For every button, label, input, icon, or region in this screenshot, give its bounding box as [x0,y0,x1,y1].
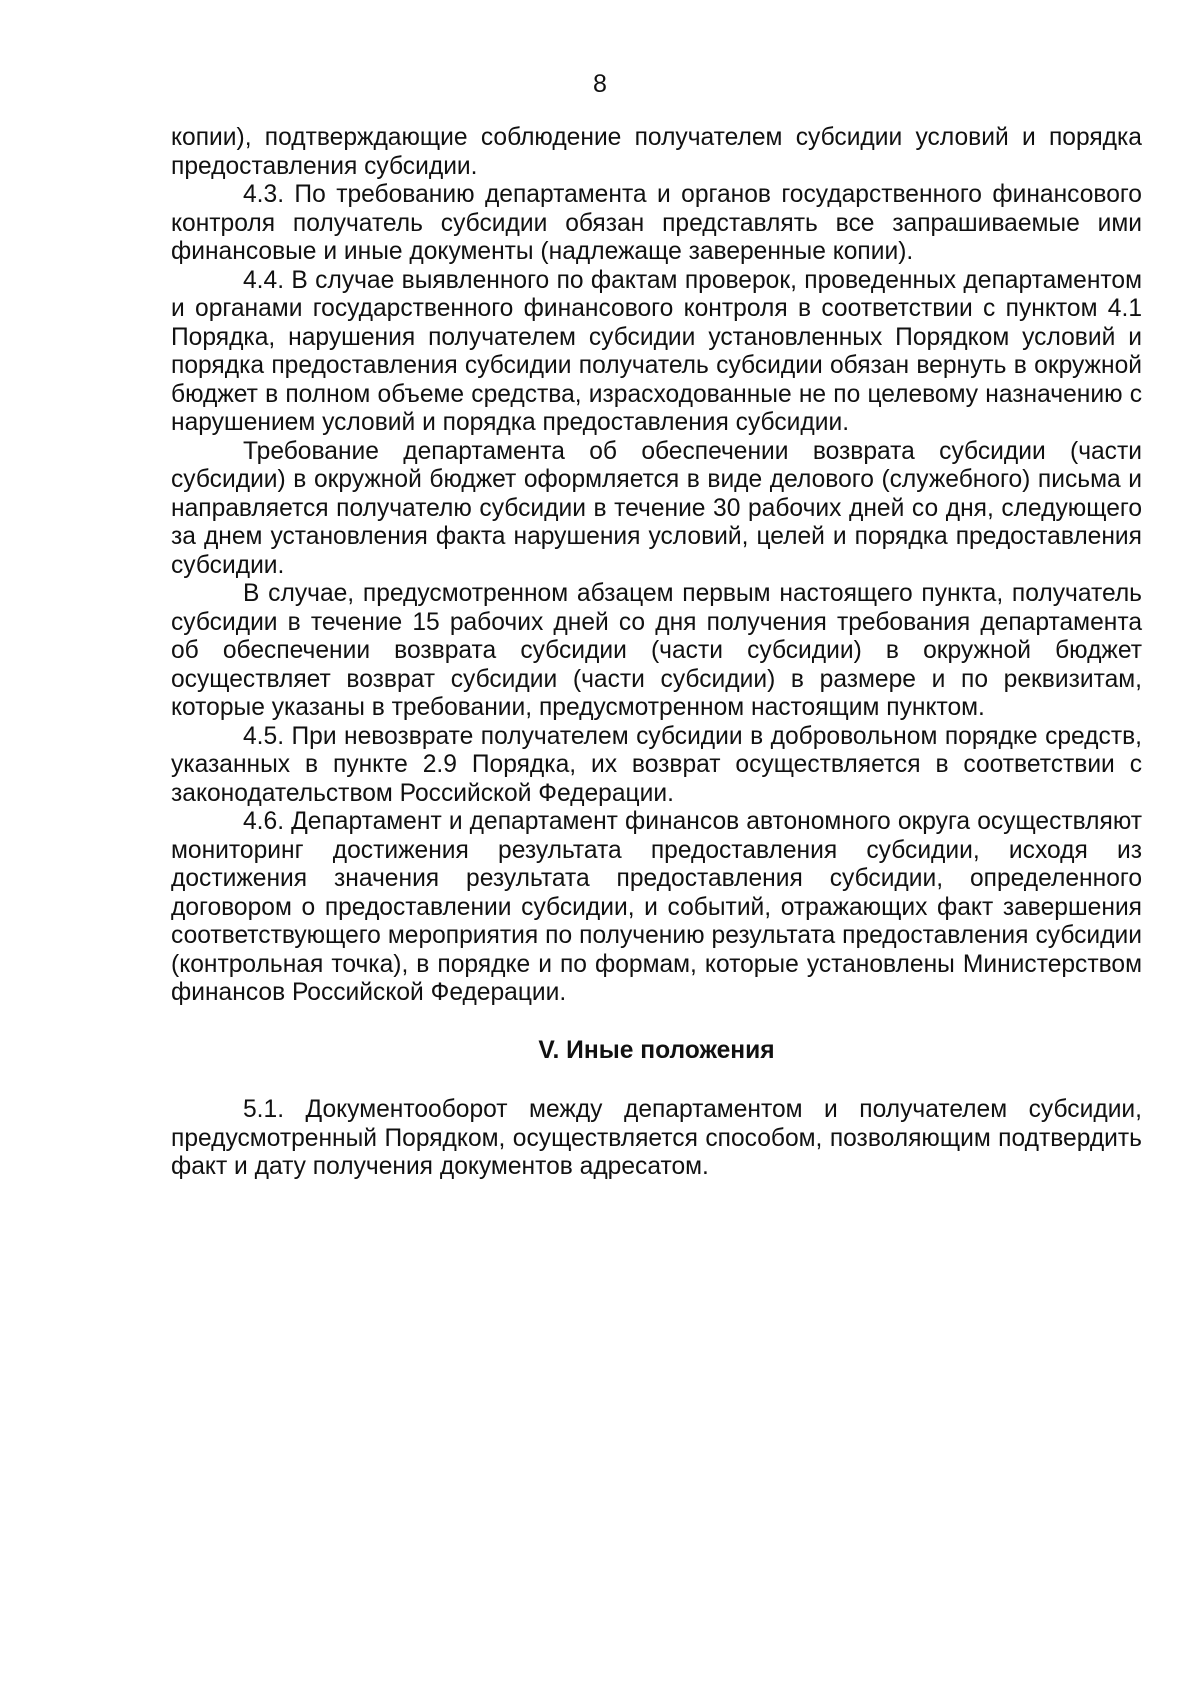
paragraphs-before-heading [171,124,1142,1008]
page-number: 8 [593,70,607,98]
paragraph: копии), подтверждающие соблюдение получателем субсидии условий и порядка предоставления субсидии. [171,124,1142,180]
paragraphs-after-heading [171,1096,1142,1182]
paragraph: 5.1. Документооборот между департаментом и получателем субсидии, предусмотренный Порядком, осуществляется способом, позволяющим подтвердить факт и дату получения документов адресатом. [171,1096,1142,1180]
section-heading: V. Иные положения [538,1036,775,1064]
paragraph: 4.5. При невозврате получателем субсидии в добровольном порядке средств, указанных в пункте 2.9 Порядка, их возврат осуществляется в соответствии с законодательством Российской Федерации. [171,722,1142,807]
paragraph: 4.4. В случае выявленного по фактам проверок, проведенных департаментом и органами государственного финансового контроля в соответствии с пунктом 4.1 Порядка, нарушения получателем субсидии установленных Порядком условий и порядка предоставления субсидии получатель субсидии обязан вернуть в окружной бюджет в полном объеме средства, израсходованные не по целевому назначению с нарушением условий и порядка предоставления субсидии. [171,266,1142,436]
paragraph: 4.3. По требованию департамента и органов государственного финансового контроля получатель субсидии обязан представлять все запрашиваемые ими финансовые и иные документы (надлежаще заверенные копии). [171,181,1142,265]
paragraph: 4.6. Департамент и департамент финансов автономного округа осуществляют мониторинг достижения результата предоставления субсидии, исходя из достижения значения результата предоставления субсидии, определенного договором о предоставлении субсидии, и событий, отражающих факт завершения соответствующего мероприятия по получению результата предоставления субсидии (контрольная точка), в порядке и по формам, которые установлены Министерством финансов Российской Федерации. [171,808,1142,1006]
paragraph: Требование департамента об обеспечении возврата субсидии (части субсидии) в окружной бюджет оформляется в виде делового (служебного) письма и направляется получателю субсидии в течение 30 рабочих дней со дня, следующего за днем установления факта нарушения условий, целей и порядка предоставления субсидии. [171,437,1142,579]
paragraph: В случае, предусмотренном абзацем первым настоящего пункта, получатель субсидии в течение 15 рабочих дней со дня получения требования департамента об обеспечении возврата субсидии (части субсидии) в окружной бюджет осуществляет возврат субсидии (части субсидии) в размере и по реквизитам, которые указаны в требовании, предусмотренном настоящим пунктом. [171,580,1142,721]
document-body [171,124,1142,1182]
